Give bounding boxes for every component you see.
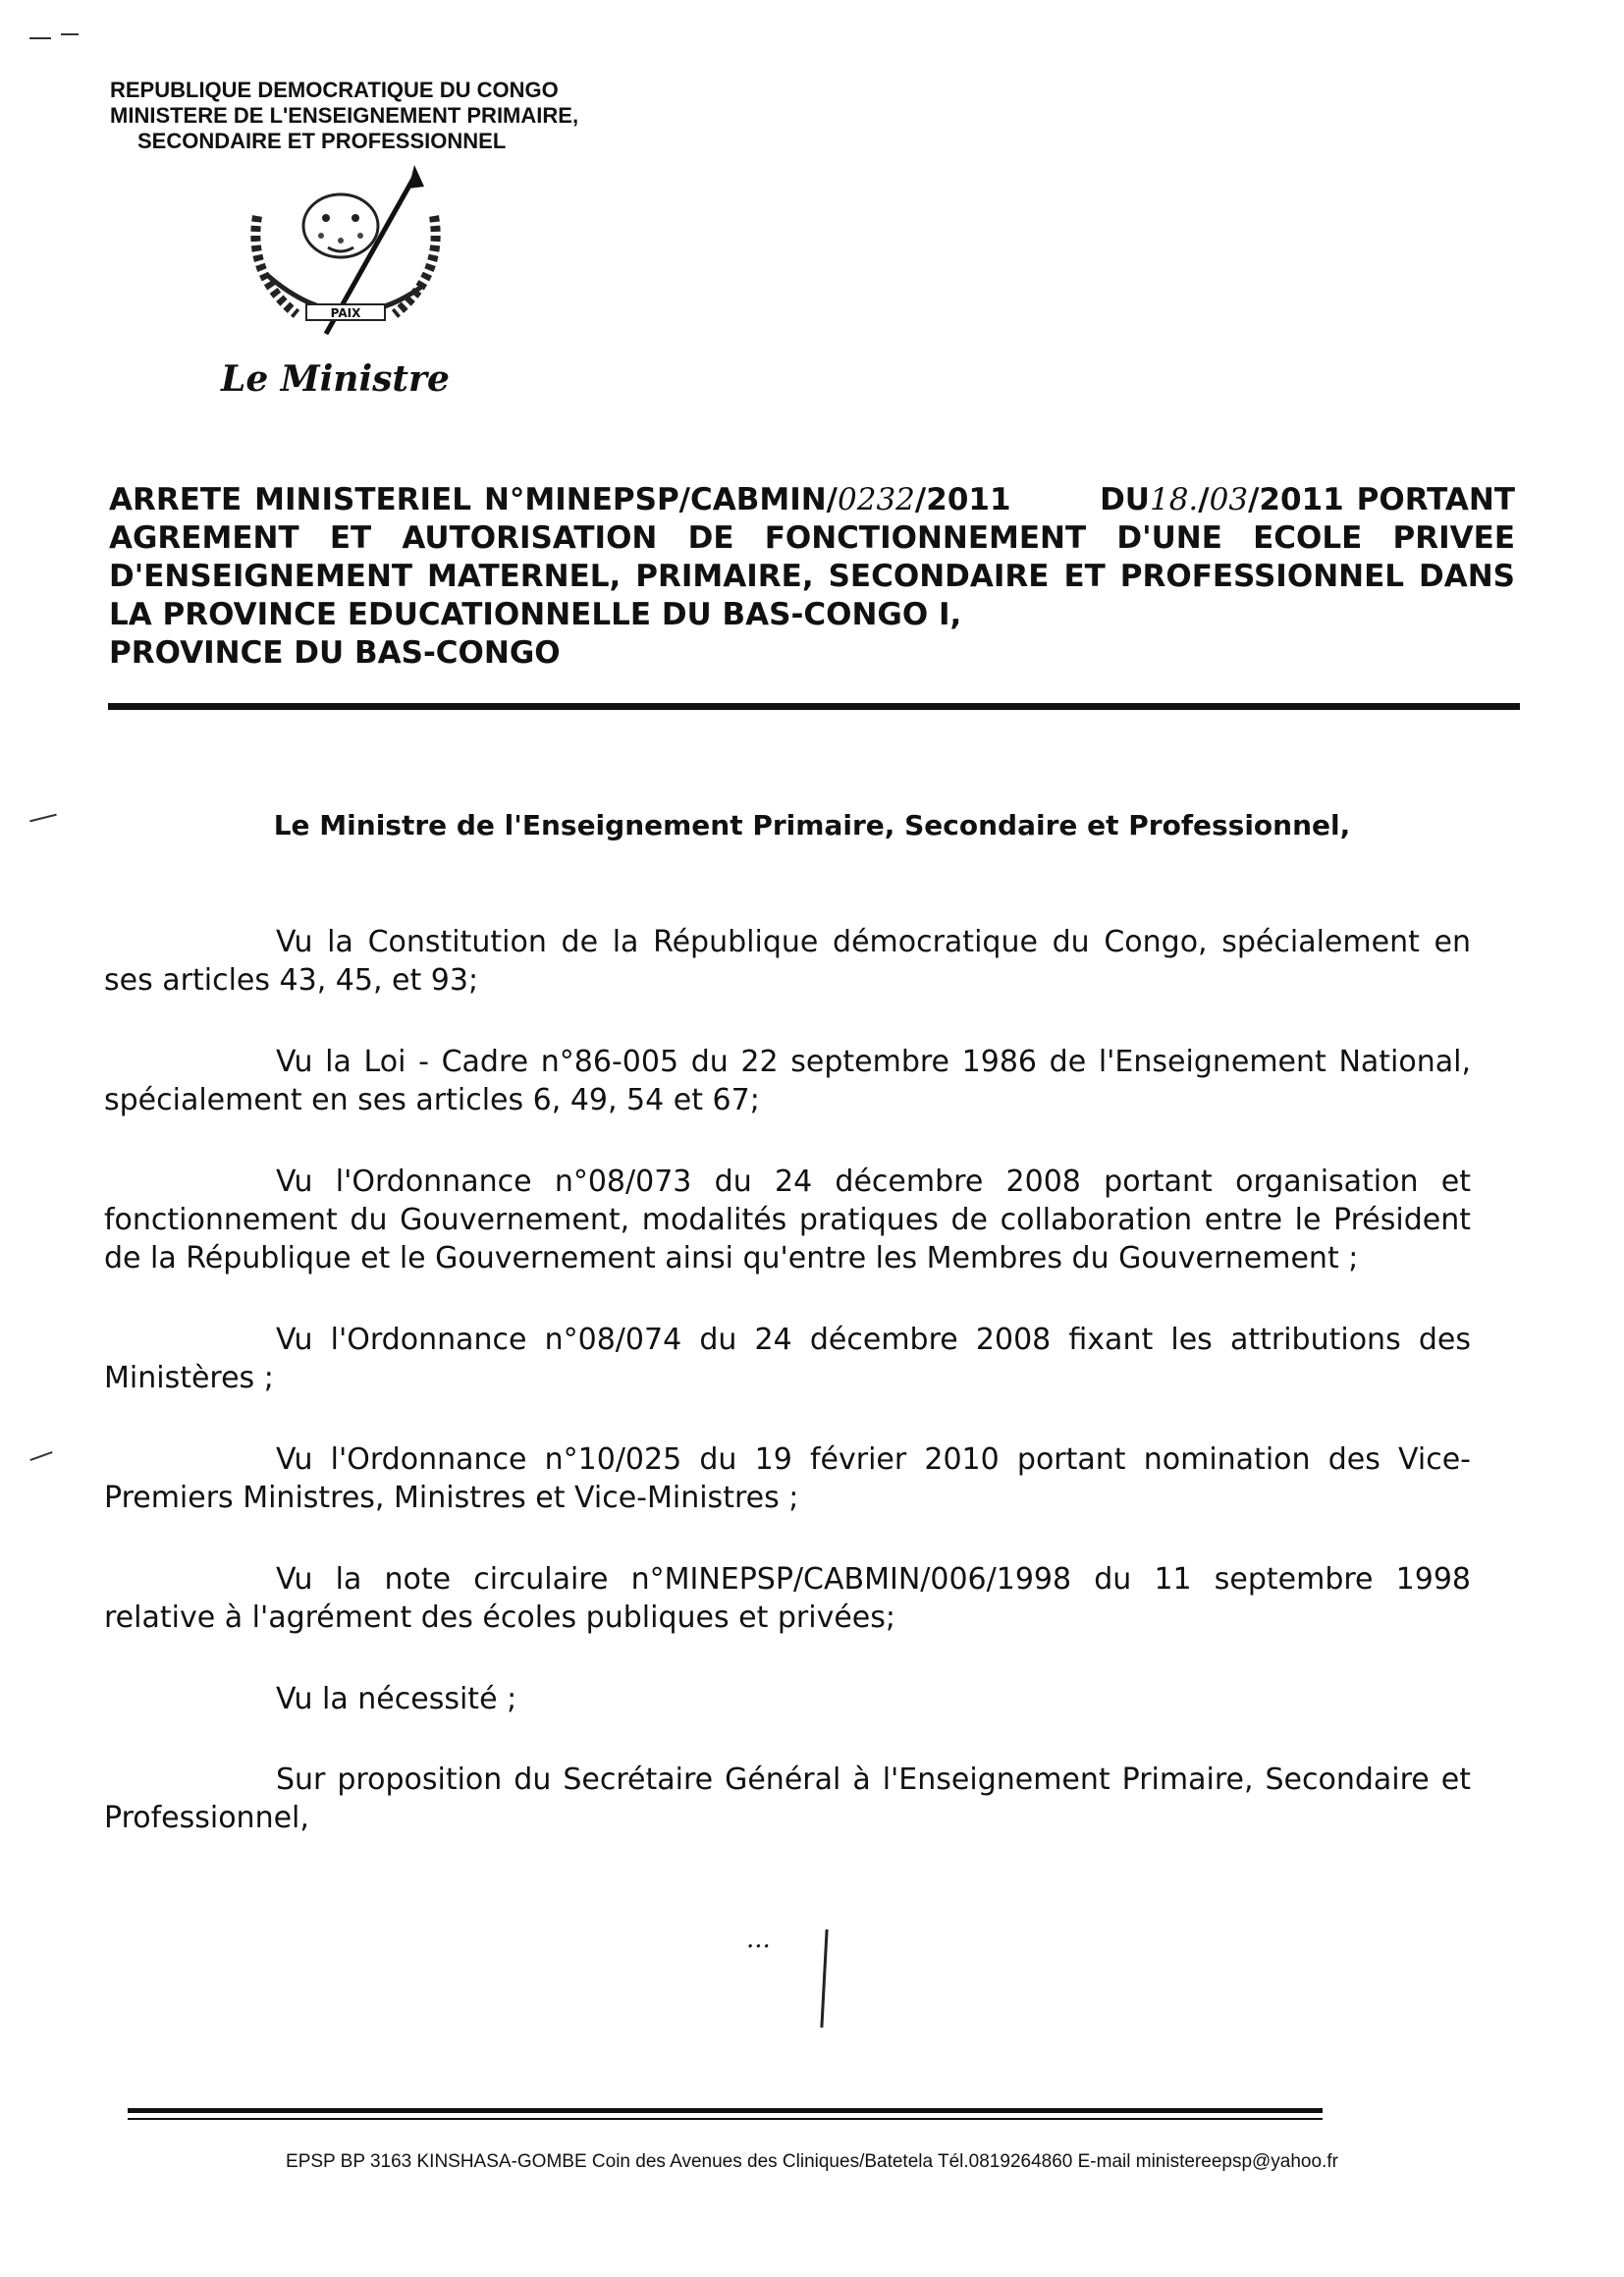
paragraph-ordonnance-08-073: Vu l'Ordonnance n°08/073 du 24 décembre 2008 portant organisation et fonctionnement du Gouvernement, modalités pratiques de collaboration entre le Président de la République et le Gouvernement ainsi qu'entre les Membres du Gouvernement ; [104, 1165, 1471, 1275]
signature-stroke [820, 1929, 828, 2028]
paragraph-note-circulaire: Vu la note circulaire n°MINEPSP/CABMIN/006/1998 du 11 septembre 1998 relative à l'agrément des écoles publiques et privées; [104, 1562, 1471, 1635]
scan-mark [61, 33, 79, 35]
coat-of-arms-emblem [228, 157, 463, 363]
decree-day-handwritten: 18. [1149, 482, 1199, 517]
header-country: REPUBLIQUE DEMOCRATIQUE DU CONGO [110, 78, 559, 102]
paragraph-loi-cadre: Vu la Loi - Cadre n°86-005 du 22 septembre 1986 de l'Enseignement National, spécialement en ses articles 6, 49, 54 et 67; [104, 1045, 1471, 1117]
footer-rule-thin [128, 2118, 1323, 2120]
decree-number-prefix: ARRETE MINISTERIEL N°MINEPSP/CABMIN/ [109, 482, 839, 517]
header-ministry: MINISTERE DE L'ENSEIGNEMENT PRIMAIRE, [110, 103, 579, 128]
decree-title [109, 481, 1515, 673]
decree-year: /2011 [914, 482, 1011, 517]
decree-subject-last-line: PROVINCE DU BAS-CONGO [109, 635, 561, 671]
initials-mark: ... [746, 1925, 771, 1954]
footer-address: EPSP BP 3163 KINSHASA-GOMBE Coin des Avenues des Cliniques/Batetela Tél.0819264860 E-mail ministereepsp@yahoo.fr [286, 2151, 1338, 2172]
decree-date-sep: / [1198, 482, 1210, 517]
paragraph-necessite: Vu la nécessité ; [276, 1682, 517, 1716]
paragraph-proposition: Sur proposition du Secrétaire Général à l'Enseignement Primaire, Secondaire et Professionnel, [104, 1762, 1471, 1835]
minister-heading: Le Ministre de l'Enseignement Primaire, Secondaire et Professionnel, [273, 809, 1351, 841]
scan-mark [29, 1451, 52, 1461]
emblem-motto: PAIX [330, 306, 361, 320]
paragraph-constitution: Vu la Constitution de la République démocratique du Congo, spécialement en ses articles 43, 45, et 93; [104, 925, 1471, 998]
decree-month-handwritten: 03 [1209, 482, 1249, 517]
minister-label: Le Ministre [221, 358, 450, 400]
scan-mark [29, 37, 51, 39]
decree-du: DU [1100, 482, 1150, 517]
decree-date-year: /2011 [1248, 482, 1344, 517]
paragraph-ordonnance-10-025: Vu l'Ordonnance n°10/025 du 19 février 2010 portant nomination des Vice-Premiers Ministres, Ministres et Vice-Ministres ; [104, 1442, 1471, 1515]
title-rule [108, 703, 1520, 710]
decree-number-handwritten: 0232 [838, 482, 915, 517]
footer-rule [128, 2108, 1323, 2113]
header-ministry-cont: SECONDAIRE ET PROFESSIONNEL [137, 129, 507, 153]
paragraph-ordonnance-08-074: Vu l'Ordonnance n°08/074 du 24 décembre 2008 fixant les attributions des Ministères ; [104, 1323, 1471, 1395]
decree-subject: PORTANT AGREMENT ET AUTORISATION DE FONCTIONNEMENT D'UNE ECOLE PRIVEE D'ENSEIGNEMENT MATERNEL, PRIMAIRE, SECONDAIRE ET PROFESSIONNEL DANS LA PROVINCE EDUCATIONNELLE DU BAS-CONGO I, [109, 482, 1515, 632]
